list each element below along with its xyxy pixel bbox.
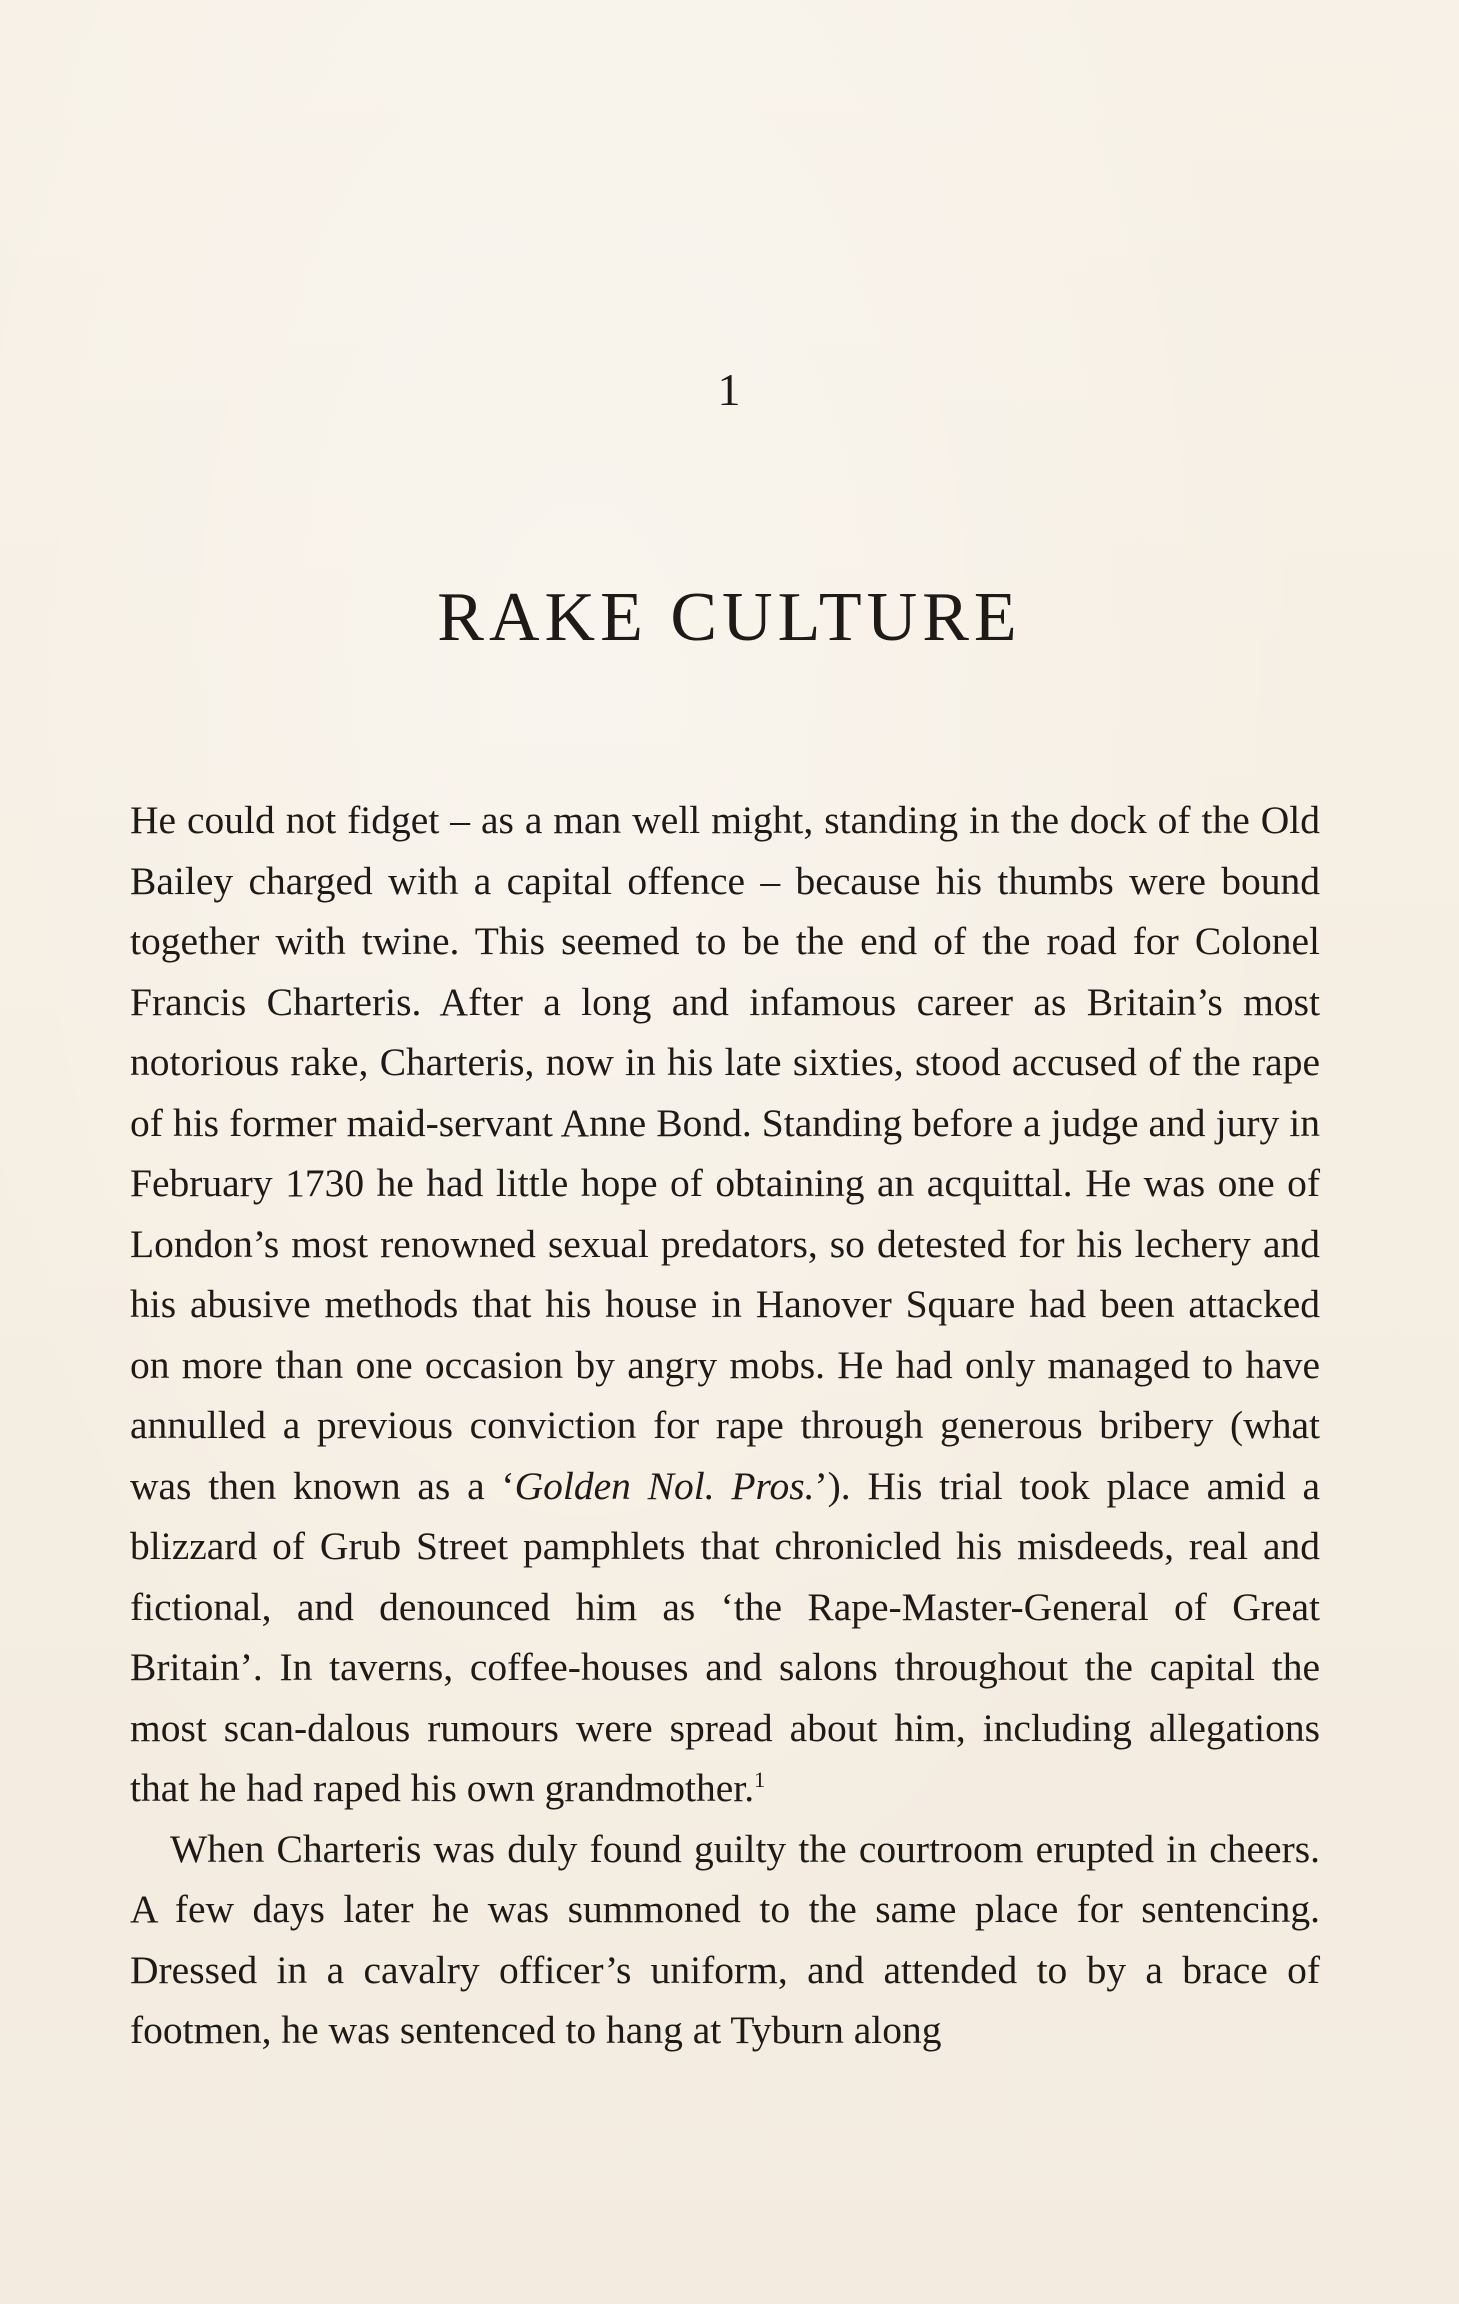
paragraph-1 [130,790,1320,1819]
paragraph-1-text-start: He could not fidget – as a man well might, standing in the dock of the Old Bailey charged with a capital offence – because his thumbs were bound together with twine. This seemed to be the end of the road for Colonel Francis Charteris. After a long and infamous career as Britain’s most notorious rake, Charteris, now in his late sixties, stood accused of the rape of his former maid-servant Anne Bond. Standing before a judge and jury in February 1730 he had little hope of obtaining an acquittal. He was one of London’s most renowned sexual predators, so detested for his lechery and his abusive methods that his house in Hanover Square had been attacked on more than one occasion by angry mobs. He had only managed to have annulled a previous conviction for rape through generous bribery (what was then known as a ‘ [130,798,1320,1508]
paragraph-2: When Charteris was duly found guilty the courtroom erupted in cheers. A few days later he was summoned to the same place for sentencing. Dressed in a cavalry officer’s uniform, and attended to by a brace of footmen, he was sentenced to hang at Tyburn along [130,1826,1320,2052]
paragraph-1-text-end: ’). His trial took place amid a blizzard of Grub Street pamphlets that chronicled his misdeeds, real and fictional, and denounced him as ‘the Rape-Master-General of Great Britain’. In taverns, coffee-houses and salons throughout the capital the most scan-dalous rumours were spread about him, including allegations that he had raped his own grandmother. [130,1463,1320,1810]
chapter-number: 1 [717,364,742,415]
footnote-marker[interactable]: 1 [754,1766,766,1792]
paragraph-1-italic-phrase: Golden Nol. Pros. [514,1463,815,1508]
chapter-body [130,790,1320,2061]
chapter-title: RAKE CULTURE [437,578,1022,656]
